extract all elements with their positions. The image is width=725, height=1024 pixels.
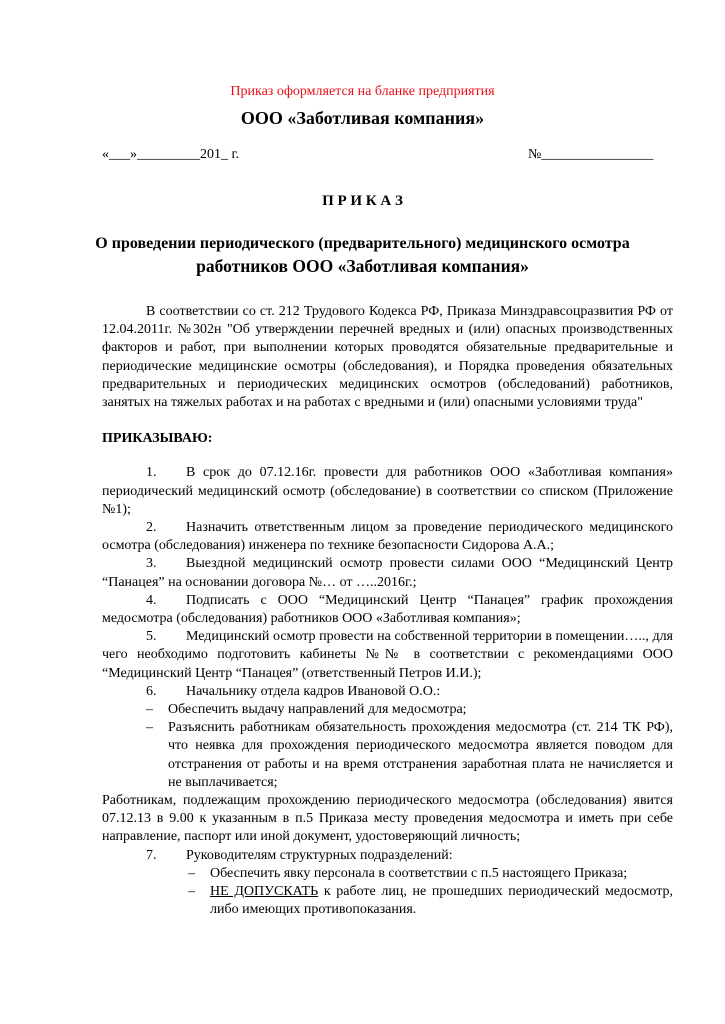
document-subject [0,233,725,277]
do-not-admit-text: НЕ ДОПУСКАТЬ [210,884,319,900]
company-name: ООО «Заботливая компания» [240,108,485,128]
item-number: 2. [146,520,157,536]
sub-item [102,865,673,883]
item-number: 7. [146,847,157,863]
order-number-line: №________________ [528,147,654,162]
dash-marker: – [146,720,153,736]
date-line: «___»_________201_ г. [102,147,240,162]
document-title: П Р И К А З [322,193,403,209]
sub-item-text: Обеспечить явку персонала в соответствии с п.5 настоящего Приказа; [210,865,628,881]
blank-note: Приказ оформляется на бланке предприятия [230,84,495,99]
sub-item [102,719,673,792]
item-text: Медицинский осмотр провести на собственной территории в помещении….., для чего необходимо подготовить кабинеты №№ в соответствии с рекомендациями ООО “Медицинский Центр “Панацея” (ответственный Петров И.И.); [102,629,673,681]
item-text: В срок до 07.12.16г. провести для работников ООО «Заботливая компания» периодический медицинский осмотр (обследование) в соответствии со списком (Приложение №1); [102,465,673,517]
list-item [102,519,673,555]
subject-line-2: работников ООО «Заботливая компания» [196,256,529,276]
item-number: 1. [146,465,157,481]
list-item [102,592,673,628]
list-item [102,847,673,865]
sub-item [102,883,673,919]
item-number: 6. [146,683,157,699]
item-text: Выездной медицинский осмотр провести силами ООО “Медицинский Центр “Панацея” на основании договора №… от …..2016г.; [102,556,673,590]
item-text: Руководителям структурных подразделений: [186,847,453,863]
subject-line-1: О проведении периодического (предварительного) медицинского осмотра [95,235,630,252]
item-text: Начальнику отдела кадров Ивановой О.О.: [186,683,441,699]
sub-item [102,701,673,719]
item-number: 4. [146,592,157,608]
preamble: В соответствии со ст. 212 Трудового Кодекса РФ, Приказа Минздравсоцразвития РФ от 12.04.2011г. №302н "Об утверждении перечней вредных и (или) опасных производственных факторов и работ, при выполнении которых проводятся обязательные предварительные и периодические медицинские осмотры (обследования), и Порядка проведения обязательных предварительных и периодических медицинских осмотров (обследований) работников, занятых на тяжелых работах и на работах с вредными и (или) опасными условиями труда" [102,304,673,411]
sub-item-text: к работе лиц, не прошедших периодический медосмотр, либо имеющих противопоказания. [210,884,673,918]
item-number: 5. [146,629,157,645]
list-item [102,683,673,701]
dash-marker: – [188,865,195,881]
document-body [102,303,673,920]
list-item [102,555,673,591]
workers-note: Работникам, подлежащим прохождению периодического медосмотра (обследования) явится 07.12.13 в 9.00 к указанным в п.5 Приказа месту проведения медосмотра и иметь при себе направление, паспорт или иной документ, удостоверяющий личность; [102,793,673,845]
sub-item-text: Разъяснить работникам обязательность прохождения медосмотра (ст. 214 ТК РФ), что неявка для прохождения периодического медосмотра является поводом для отстранения от работы и на время отстранения заработная плата не начисляется и не выплачивается; [168,720,673,790]
item-text: Подписать с ООО “Медицинский Центр “Панацея” график прохождения медосмотра (обследования) работников ООО «Заботливая компания»; [102,592,673,627]
list-item [102,464,673,519]
list-item [102,628,673,683]
order-word: ПРИКАЗЫВАЮ: [102,431,213,447]
dash-marker: – [188,884,195,900]
item-text: Назначить ответственным лицом за проведение периодического медицинского осмотра (обследования) инженера по технике безопасности Сидорова А.А.; [102,520,673,554]
item-number: 3. [146,556,157,572]
dash-marker: – [146,702,153,718]
sub-item-text: Обеспечить выдачу направлений для медосмотра; [168,702,467,718]
